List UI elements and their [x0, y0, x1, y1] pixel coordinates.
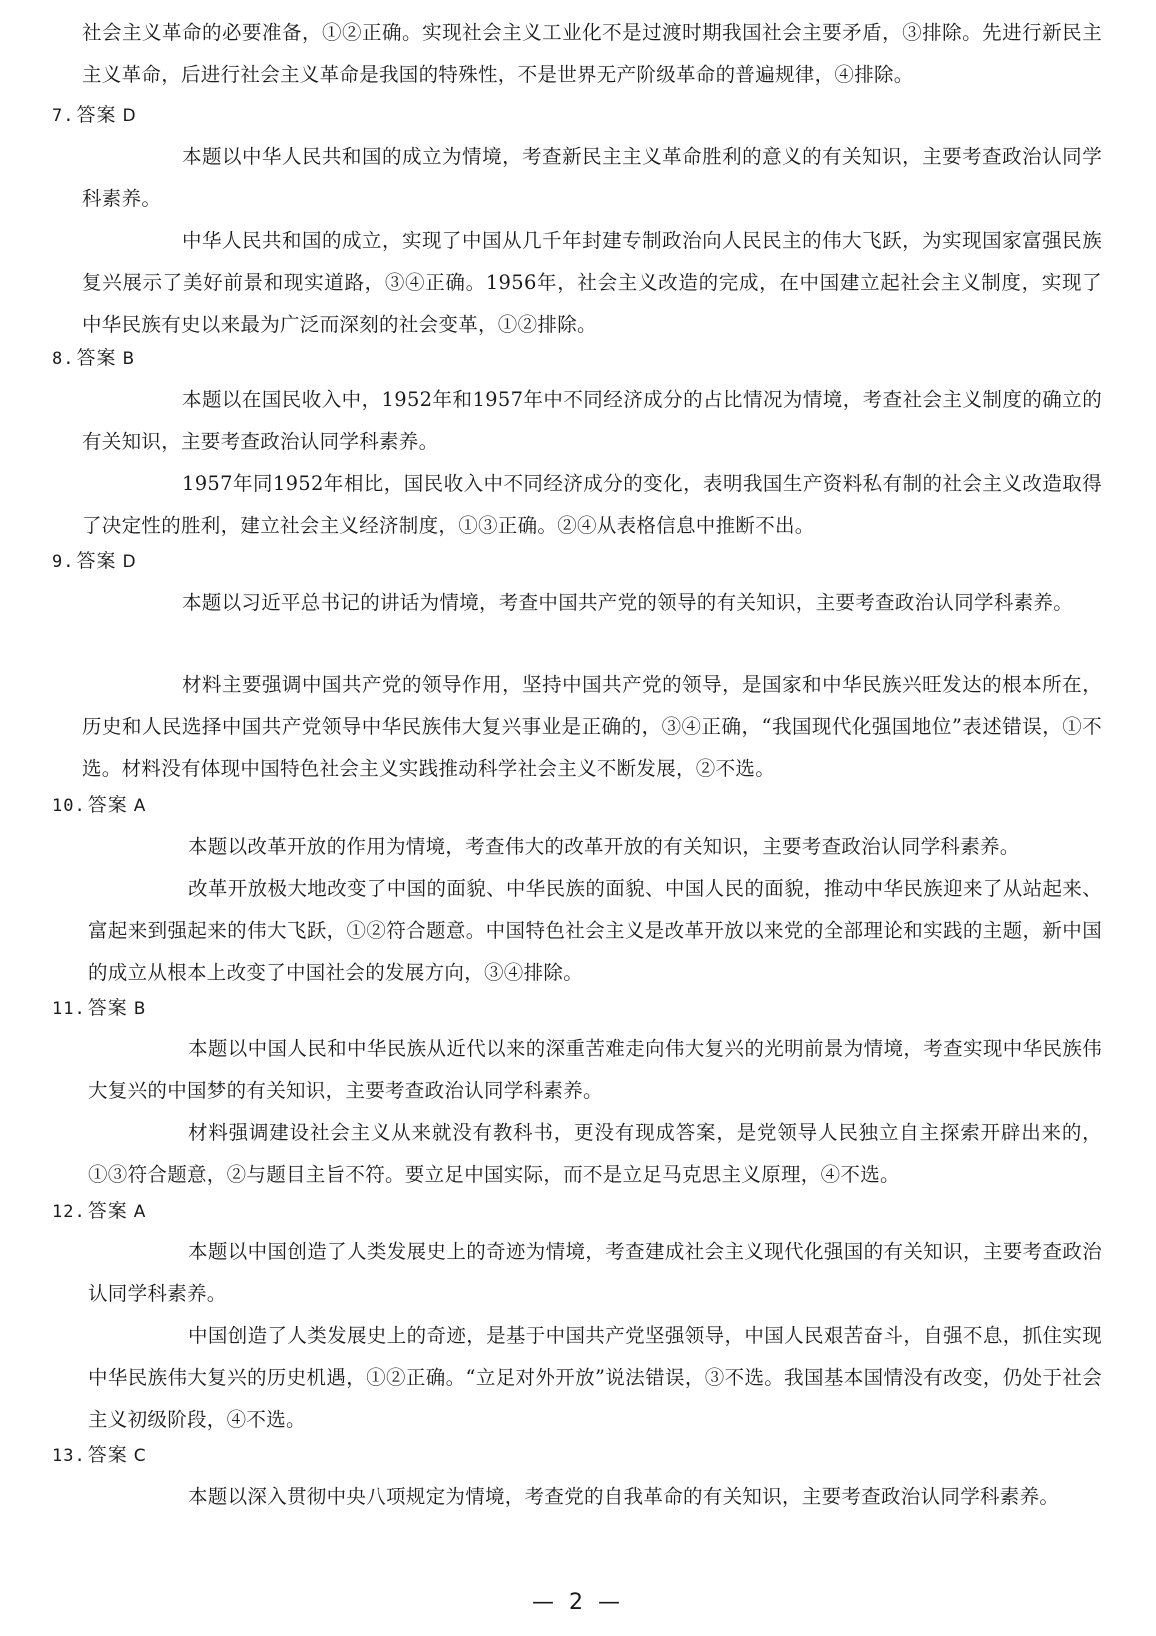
answer-choice: D	[122, 552, 137, 572]
question-number: 9.	[52, 552, 75, 572]
paragraph-q7-context: 本题以中华人民共和国的成立为情境，考查新民主主义革命胜利的意义的有关知识，主要考查政治认同学科素养。	[82, 145, 1102, 210]
answer-label: 答案	[87, 997, 128, 1019]
answer-choice: D	[122, 106, 137, 126]
paragraph-q6-continuation: 社会主义革命的必要准备，①②正确。实现社会主义工业化不是过渡时期我国社会主要矛盾，③排除。先进行新民主主义革命，后进行社会主义革命是我国的特殊性，不是世界无产阶级革命的普遍规律，④排除。	[82, 21, 1102, 86]
paragraph-q10-context: 本题以改革开放的作用为情境，考查伟大的改革开放的有关知识，主要考查政治认同学科素养。	[188, 835, 1020, 858]
answer-header-q11	[52, 993, 146, 1024]
answer-header-q10	[52, 790, 146, 821]
answer-choice: B	[122, 349, 136, 369]
answer-header-q13	[52, 1440, 147, 1471]
answer-label: 答案	[87, 794, 128, 816]
paragraph-q9-context: 本题以习近平总书记的讲话为情境，考查中国共产党的领导的有关知识，主要考查政治认同学科素养。	[182, 591, 1074, 614]
answer-label: 答案	[76, 347, 117, 369]
paragraph-q12-analysis: 中国创造了人类发展史上的奇迹，是基于中国共产党坚强领导，中国人民艰苦奋斗，自强不息，抓住实现中华民族伟大复兴的历史机遇，①②正确。“立足对外开放”说法错误，③不选。我国基本国情没有改变，仍处于社会主义初级阶段，④不选。	[88, 1324, 1102, 1431]
answer-label: 答案	[76, 550, 117, 572]
question-number: 11.	[52, 999, 86, 1019]
answer-header-q12	[52, 1196, 146, 1227]
paragraph-q8-context: 本题以在国民收入中，1952年和1957年中不同经济成分的占比情况为情境，考查社会主义制度的确立的有关知识，主要考查政治认同学科素养。	[82, 388, 1102, 453]
answer-choice: A	[133, 1202, 147, 1222]
paragraph-q10-analysis: 改革开放极大地改变了中国的面貌、中华民族的面貌、中国人民的面貌，推动中华民族迎来了从站起来、富起来到强起来的伟大飞跃，①②符合题意。中国特色社会主义是改革开放以来党的全部理论和实践的主题，新中国的成立从根本上改变了中国社会的发展方向，③④排除。	[88, 877, 1102, 984]
answer-label: 答案	[87, 1200, 128, 1222]
answer-header-q9	[52, 546, 137, 577]
paragraph-q11-analysis: 材料强调建设社会主义从来就没有教科书，更没有现成答案，是党领导人民独立自主探索开辟出来的，①③符合题意，②与题目主旨不符。要立足中国实际，而不是立足马克思主义原理，④不选。	[88, 1121, 1102, 1186]
answer-choice: C	[133, 1446, 147, 1466]
page-number: — 2 —	[532, 1590, 624, 1615]
paragraph-q7-analysis: 中华人民共和国的成立，实现了中国从几千年封建专制政治向人民民主的伟大飞跃，为实现国家富强民族复兴展示了美好前景和现实道路，③④正确。1956年，社会主义改造的完成，在中国建立起社会主义制度，实现了中华民族有史以来最为广泛而深刻的社会变革，①②排除。	[82, 229, 1102, 336]
paragraph-q13-context: 本题以深入贯彻中央八项规定为情境，考查党的自我革命的有关知识，主要考查政治认同学科素养。	[188, 1485, 1060, 1508]
question-number: 12.	[52, 1202, 86, 1222]
paragraph-q8-analysis: 1957年同1952年相比，国民收入中不同经济成分的变化，表明我国生产资料私有制的社会主义改造取得了决定性的胜利，建立社会主义经济制度，①③正确。②④从表格信息中推断不出。	[82, 472, 1102, 537]
answer-label: 答案	[76, 104, 117, 126]
question-number: 8.	[52, 349, 75, 369]
answer-header-q8	[52, 343, 135, 374]
paragraph-q9-analysis: 材料主要强调中国共产党的领导作用，坚持中国共产党的领导，是国家和中华民族兴旺发达的根本所在，历史和人民选择中国共产党领导中华民族伟大复兴事业是正确的，③④正确，“我国现代化强国地位”表述错误，①不选。材料没有体现中国特色社会主义实践推动科学社会主义不断发展，②不选。	[82, 673, 1102, 780]
question-number: 7.	[52, 106, 75, 126]
question-number: 10.	[52, 796, 86, 816]
answer-label: 答案	[87, 1444, 128, 1466]
answer-choice: B	[133, 999, 147, 1019]
question-number: 13.	[52, 1446, 86, 1466]
answer-choice: A	[133, 796, 147, 816]
answer-header-q7	[52, 100, 137, 131]
paragraph-q11-context: 本题以中国人民和中华民族从近代以来的深重苦难走向伟大复兴的光明前景为情境，考查实现中华民族伟大复兴的中国梦的有关知识，主要考查政治认同学科素养。	[88, 1037, 1102, 1102]
paragraph-q12-context: 本题以中国创造了人类发展史上的奇迹为情境，考查建成社会主义现代化强国的有关知识，主要考查政治认同学科素养。	[88, 1240, 1102, 1305]
